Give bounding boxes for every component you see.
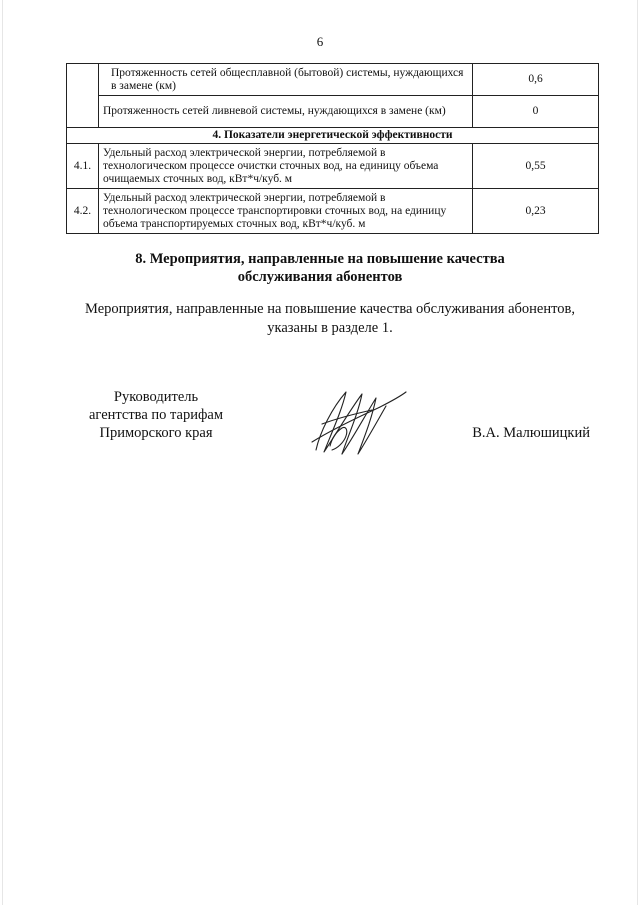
section-heading-line: обслуживания абонентов [237,269,403,285]
signatory-name: В.А. Малюшицкий [472,425,590,441]
indicator-value-cell: 0 [473,96,599,128]
section-heading-line: 8. Мероприятия, направленные на повышение качества [135,251,505,267]
indicator-name-cell: Протяженность сетей общесплавной (бытовой) системы, нуждающихся в замене (км) [99,64,473,96]
indicator-name-cell: Протяженность сетей ливневой системы, нуждающихся в замене (км) [99,96,473,128]
section-heading [0,250,640,286]
table-row [67,96,599,128]
signatory-title-line: Приморского края [99,425,213,441]
body-paragraph [60,300,600,338]
body-paragraph-line: Мероприятия, направленные на повышение качества обслуживания абонентов, [85,301,575,317]
body-paragraph-line: указаны в разделе 1. [267,320,393,336]
table-row [67,189,599,234]
page-number: 6 [316,34,324,49]
row-number-cell [67,64,99,128]
table-section-title: 4. Показатели энергетической эффективности [67,128,599,144]
row-number-cell: 4.1. [67,144,99,189]
table-row [67,144,599,189]
handwritten-signature [302,380,412,460]
indicator-value-cell: 0,6 [473,64,599,96]
signatory-title-line: агентства по тарифам [89,407,223,423]
table-section-row [67,128,599,144]
table-row [67,64,599,96]
signatory-title-line: Руководитель [113,389,199,405]
scan-edge-right [637,0,638,905]
signatory-title [66,388,246,442]
indicator-name-cell: Удельный расход электрической энергии, потребляемой в технологическом процессе очистки сточных вод, на единицу объема очищаемых сточных вод, кВт*ч/куб. м [99,144,473,189]
indicator-name-cell: Удельный расход электрической энергии, потребляемой в технологическом процессе транспортировки сточных вод, на единицу объема транспортируемых сточных вод, кВт*ч/куб. м [99,189,473,234]
indicator-value-cell: 0,23 [473,189,599,234]
indicator-value-cell: 0,55 [473,144,599,189]
indicators-table [66,63,599,234]
scan-edge-left [2,0,3,905]
row-number-cell: 4.2. [67,189,99,234]
